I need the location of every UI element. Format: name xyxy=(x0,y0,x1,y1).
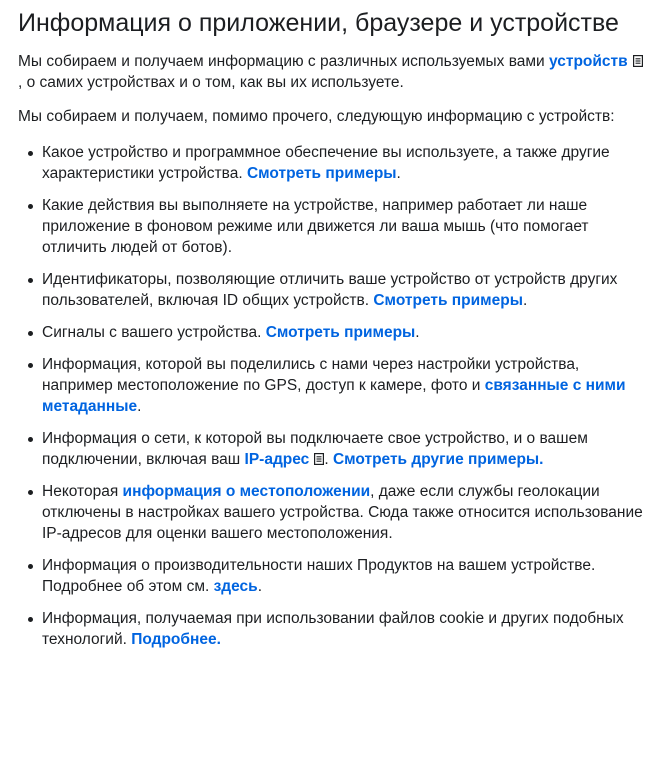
document-icon[interactable] xyxy=(633,55,643,67)
intro-paragraph xyxy=(18,51,646,93)
intro-text-before: Мы собираем и получаем информацию с различных используемых вами xyxy=(18,53,550,70)
list-item-text: Какое устройство и программное обеспечение вы используете, а также другие характеристики устройства. xyxy=(42,144,610,182)
list-item-text: Идентификаторы, позволяющие отличить ваше устройство от устройств других пользователей, включая ID общих устройств. xyxy=(42,271,618,309)
list-item-punct: . xyxy=(257,578,263,595)
see-examples-link[interactable]: Смотреть примеры xyxy=(265,324,416,341)
list-item-text-after: , даже если службы геолокации отключены в настройках вашего устройства. Сюда также относится использование IP-адресов для оценки вашего местоположения. xyxy=(42,483,643,542)
list-item xyxy=(18,555,646,597)
list-item xyxy=(18,322,646,343)
location-info-link[interactable]: информация о местоположении xyxy=(122,483,371,500)
intro-text-after: , о самих устройствах и о том, как вы их используете. xyxy=(18,74,404,91)
document-icon[interactable] xyxy=(314,453,324,465)
list-item xyxy=(18,142,646,184)
list-item xyxy=(18,195,646,258)
list-item-punct: . xyxy=(415,324,420,341)
list-item-text: Какие действия вы выполняете на устройстве, например работает ли наше приложение в фоновом режиме или движется ли ваша мышь (что помогает отличить людей от ботов). xyxy=(42,197,589,256)
see-examples-link[interactable]: Смотреть примеры xyxy=(373,292,523,309)
list-item-text: Информация, получаемая при использовании файлов cookie и других подобных технологий. xyxy=(42,610,624,648)
list-item-text: Сигналы с вашего устройства. xyxy=(42,324,266,341)
devices-link[interactable]: устройств xyxy=(549,53,628,70)
metadata-link[interactable]: связанные с ними метаданные xyxy=(42,377,626,415)
info-list xyxy=(18,142,646,650)
list-item xyxy=(18,354,646,417)
list-item-punct: . xyxy=(137,398,142,415)
list-item-text: Информация о сети, к которой вы подключаете свое устройство, и о вашем подключении, включая ваш xyxy=(42,430,588,468)
list-item-punct: . xyxy=(396,165,401,182)
list-item-text: Информация, которой вы поделились с нами через настройки устройства, например местоположение по GPS, доступ к камере, фото и xyxy=(42,356,580,394)
list-item-text: Некоторая xyxy=(42,483,123,500)
page-title: Информация о приложении, браузере и устройстве xyxy=(18,9,619,37)
see-examples-link[interactable]: Смотреть примеры xyxy=(246,165,397,182)
list-item xyxy=(18,481,646,544)
list-item xyxy=(18,428,646,470)
learn-more-link[interactable]: Подробнее. xyxy=(131,631,221,648)
intro-paragraph-2: Мы собираем и получаем, помимо прочего, следующую информацию с устройств: xyxy=(18,108,615,125)
list-item xyxy=(18,269,646,311)
ip-address-link[interactable]: IP-адрес xyxy=(244,451,310,468)
list-item-punct: . xyxy=(324,451,333,468)
here-link[interactable]: здесь xyxy=(213,578,258,595)
see-more-examples-link[interactable]: Смотреть другие примеры. xyxy=(332,451,544,468)
list-item xyxy=(18,608,646,650)
list-item-text: Информация о производительности наших Продуктов на вашем устройстве. Подробнее об этом см. xyxy=(42,557,596,595)
list-item-punct: . xyxy=(522,292,528,309)
